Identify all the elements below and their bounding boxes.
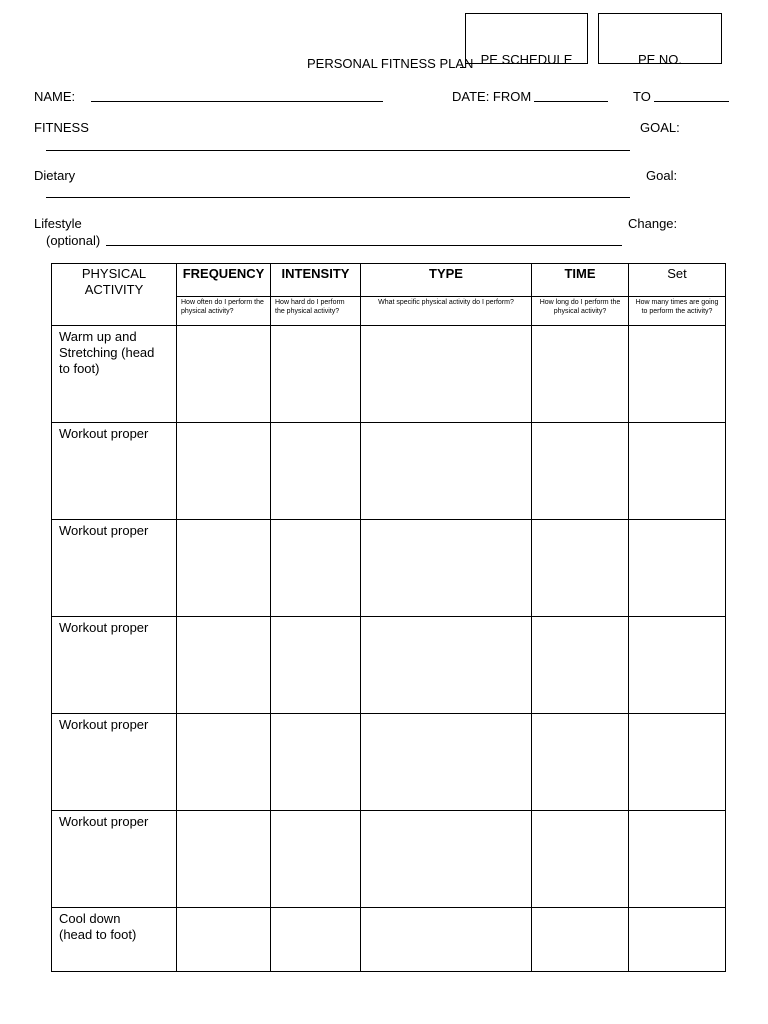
workout-1-set-cell[interactable]	[629, 423, 726, 520]
workout-2-time-cell[interactable]	[532, 520, 629, 617]
workout-1-intensity-cell[interactable]	[271, 423, 361, 520]
cool-down-set-cell[interactable]	[629, 908, 726, 972]
cool-down-type-cell[interactable]	[361, 908, 532, 972]
table-row-workout-3	[52, 617, 726, 714]
type-description: What specific physical activity do I perform?	[361, 297, 532, 326]
fitness-goal-field[interactable]	[46, 150, 630, 151]
table-header-row	[52, 264, 726, 297]
column-header-physical-activity: PHYSICAL ACTIVITY	[52, 264, 177, 326]
pe-schedule-label: PE SCHEDULE	[480, 52, 573, 64]
warm-up-type-cell[interactable]	[361, 326, 532, 423]
workout-2-type-cell[interactable]	[361, 520, 532, 617]
column-header-time: TIME	[532, 264, 629, 297]
date-to-label: TO	[633, 89, 651, 104]
dietary-label: Dietary	[34, 168, 76, 183]
fitness-label: FITNESS	[34, 120, 89, 135]
table-row-workout-5	[52, 811, 726, 908]
date-from-field[interactable]	[534, 101, 608, 102]
workout-2-intensity-cell[interactable]	[271, 520, 361, 617]
lifestyle-change-label: Change:	[628, 216, 678, 231]
workout-4-frequency-cell[interactable]	[177, 714, 271, 811]
workout-5-type-cell[interactable]	[361, 811, 532, 908]
workout-1-type-cell[interactable]	[361, 423, 532, 520]
workout-4-set-cell[interactable]	[629, 714, 726, 811]
activity-label-workout-4: Workout proper	[52, 714, 177, 811]
name-field[interactable]	[91, 101, 383, 102]
column-header-set: Set	[629, 264, 726, 297]
workout-3-intensity-cell[interactable]	[271, 617, 361, 714]
pe-number-label: PE NO.	[637, 52, 683, 64]
lifestyle-optional-label: (optional)	[46, 233, 101, 248]
warm-up-frequency-cell[interactable]	[177, 326, 271, 423]
time-description: How long do I perform the physical activity?	[532, 297, 629, 326]
workout-2-frequency-cell[interactable]	[177, 520, 271, 617]
workout-2-set-cell[interactable]	[629, 520, 726, 617]
activity-label-workout-3: Workout proper	[52, 617, 177, 714]
workout-4-type-cell[interactable]	[361, 714, 532, 811]
lifestyle-change-field[interactable]	[106, 245, 622, 246]
warm-up-set-cell[interactable]	[629, 326, 726, 423]
workout-3-set-cell[interactable]	[629, 617, 726, 714]
table-row-workout-1	[52, 423, 726, 520]
cool-down-intensity-cell[interactable]	[271, 908, 361, 972]
workout-5-set-cell[interactable]	[629, 811, 726, 908]
workout-4-time-cell[interactable]	[532, 714, 629, 811]
column-header-frequency: FREQUENCY	[177, 264, 271, 297]
table-row-cool-down	[52, 908, 726, 972]
column-header-type: TYPE	[361, 264, 532, 297]
warm-up-intensity-cell[interactable]	[271, 326, 361, 423]
table-row-workout-2	[52, 520, 726, 617]
workout-3-type-cell[interactable]	[361, 617, 532, 714]
workout-5-time-cell[interactable]	[532, 811, 629, 908]
workout-5-frequency-cell[interactable]	[177, 811, 271, 908]
date-from-label: DATE: FROM	[452, 89, 532, 104]
lifestyle-label: Lifestyle	[34, 216, 82, 231]
workout-3-frequency-cell[interactable]	[177, 617, 271, 714]
activity-label-warm-up: Warm up and Stretching (head to foot)	[52, 326, 177, 423]
fitness-goal-label: GOAL:	[640, 120, 680, 135]
cool-down-frequency-cell[interactable]	[177, 908, 271, 972]
dietary-goal-label: Goal:	[646, 168, 678, 183]
table-row-warm-up	[52, 326, 726, 423]
pe-number-box[interactable]	[598, 13, 722, 64]
column-header-intensity: INTENSITY	[271, 264, 361, 297]
pe-schedule-box[interactable]	[465, 13, 588, 64]
workout-1-frequency-cell[interactable]	[177, 423, 271, 520]
activity-label-workout-2: Workout proper	[52, 520, 177, 617]
name-label: NAME:	[34, 89, 76, 104]
date-to-field[interactable]	[654, 101, 729, 102]
workout-5-intensity-cell[interactable]	[271, 811, 361, 908]
activity-label-workout-1: Workout proper	[52, 423, 177, 520]
intensity-description: How hard do I perform the physical activity?	[271, 297, 361, 326]
frequency-description: How often do I perform the physical activity?	[177, 297, 271, 326]
activity-label-workout-5: Workout proper	[52, 811, 177, 908]
cool-down-time-cell[interactable]	[532, 908, 629, 972]
workout-1-time-cell[interactable]	[532, 423, 629, 520]
dietary-goal-field[interactable]	[46, 197, 630, 198]
set-description: How many times are going to perform the activity?	[629, 297, 726, 326]
title-underline	[460, 67, 466, 68]
fitness-plan-table	[51, 263, 726, 972]
warm-up-time-cell[interactable]	[532, 326, 629, 423]
page-title: PERSONAL FITNESS PLAN	[307, 56, 474, 71]
table-row-workout-4	[52, 714, 726, 811]
activity-label-cool-down: Cool down (head to foot)	[52, 908, 177, 972]
workout-4-intensity-cell[interactable]	[271, 714, 361, 811]
workout-3-time-cell[interactable]	[532, 617, 629, 714]
